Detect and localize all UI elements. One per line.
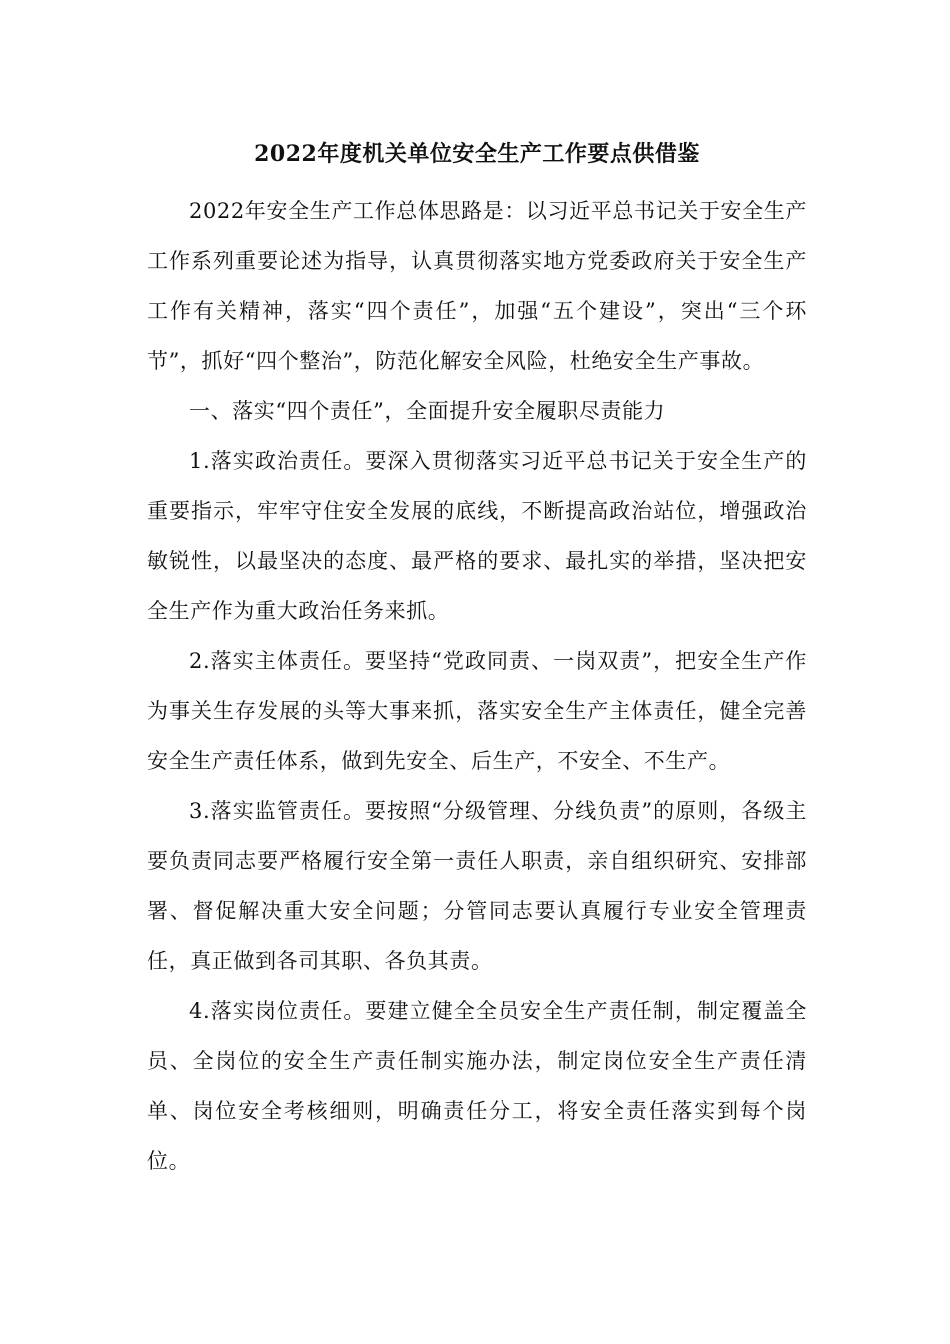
intro-paragraph: 2022年安全生产工作总体思路是：以习近平总书记关于安全生产工作系列重要论述为指导，认真贯彻落实地方党委政府关于安全生产工作有关精神，落实“四个责任”，加强“五个建设”，突出“三个环节”，抓好“四个整治”，防范化解安全风险，杜绝安全生产事故。 — [147, 199, 807, 373]
document-title: 2022年度机关单位安全生产工作要点供借鉴 — [254, 141, 700, 167]
item-paragraph-3: 3.落实监管责任。要按照“分级管理、分线负责”的原则，各级主要负责同志要严格履行安全第一责任人职责，亲自组织研究、安排部署、督促解决重大安全问题；分管同志要认真履行专业安全管理责任，真正做到各司其职、各负其责。 — [147, 799, 807, 973]
section-heading: 一、落实“四个责任”，全面提升安全履职尽责能力 — [189, 399, 666, 423]
item-paragraph-1: 1.落实政治责任。要深入贯彻落实习近平总书记关于安全生产的重要指示，牢牢守住安全发展的底线，不断提高政治站位，增强政治敏锐性，以最坚决的态度、最严格的要求、最扎实的举措，坚决把安全生产作为重大政治任务来抓。 — [147, 449, 807, 623]
item-paragraph-4: 4.落实岗位责任。要建立健全全员安全生产责任制，制定覆盖全员、全岗位的安全生产责任制实施办法，制定岗位安全生产责任清单、岗位安全考核细则，明确责任分工，将安全责任落实到每个岗位。 — [147, 999, 807, 1173]
document-page — [147, 130, 807, 1186]
item-paragraph-2: 2.落实主体责任。要坚持“党政同责、一岗双责”，把安全生产作为事关生存发展的头等大事来抓，落实安全生产主体责任，健全完善安全生产责任体系，做到先安全、后生产，不安全、不生产。 — [147, 649, 807, 773]
